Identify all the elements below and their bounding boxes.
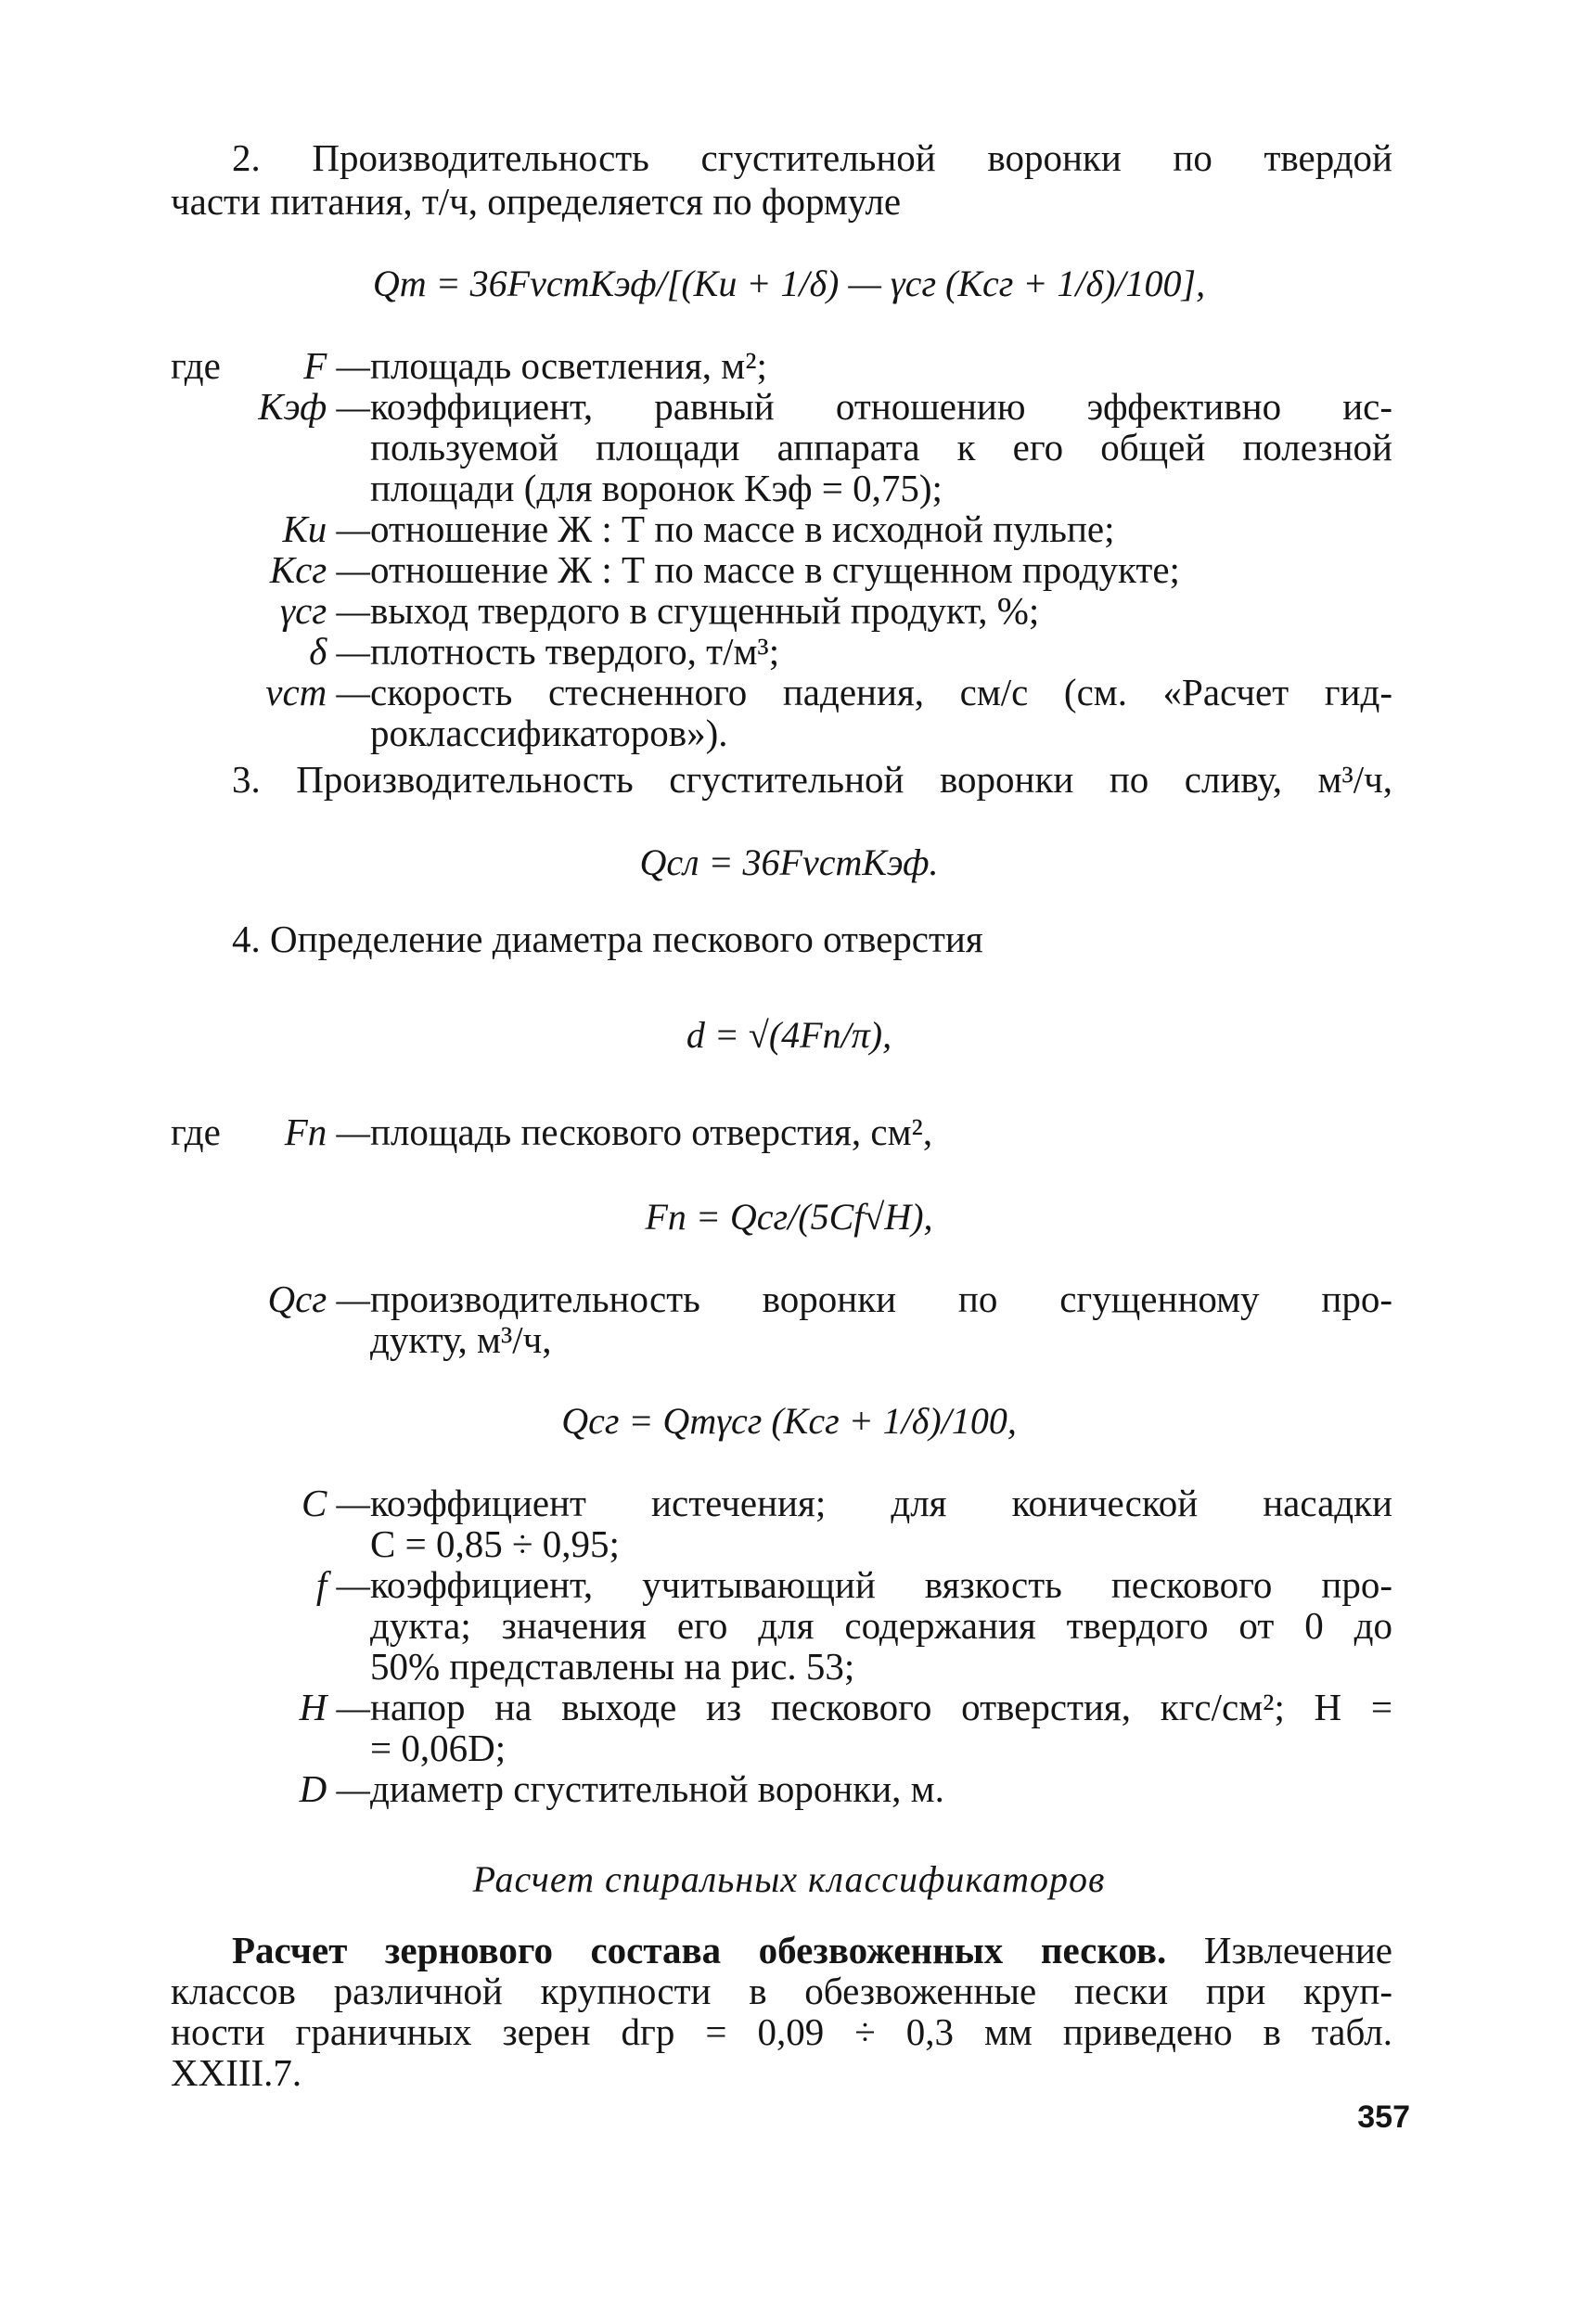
item2-line2: части питания, т/ч, определяется по формуле bbox=[171, 180, 902, 223]
formula-qsg: Qсг = Qтγсг (Kсг + 1/δ)/100, bbox=[561, 1400, 1017, 1442]
section-heading: Расчет спиральных классификаторов bbox=[472, 1858, 1106, 1900]
def-text: коэффициент, равный отношению эффективно ис- bbox=[370, 385, 1392, 428]
def-symbol: Kэф — bbox=[258, 385, 370, 428]
def-symbol: Kи — bbox=[282, 507, 370, 550]
def-text: скорость стесненного падения, см/с (см. «Расчет гид- bbox=[370, 671, 1392, 713]
item2-line1: 2. Производительность сгустительной воронки по твердой bbox=[232, 136, 1392, 179]
def-symbol: Qсг — bbox=[267, 1278, 370, 1320]
def-symbol: H — bbox=[299, 1686, 370, 1728]
item4-line1: 4. Определение диаметра пескового отверстия bbox=[232, 918, 983, 960]
def-symbol: Fп — bbox=[284, 1111, 370, 1153]
def-symbol: vст — bbox=[265, 671, 370, 713]
def-text: площади (для воронок Kэф = 0,75); bbox=[370, 467, 943, 509]
formula-qsl: Qсл = 36FvстKэф. bbox=[639, 841, 939, 883]
final-para-line1: Расчет зернового состава обезвоженных песков. Извлечение bbox=[232, 1929, 1392, 1971]
def-text: плотность твердого, т/м³; bbox=[370, 630, 780, 673]
def-text: 50% представлены на рис. 53; bbox=[370, 1645, 855, 1688]
final-para-line3: ности граничных зерен dгр = 0,09 ÷ 0,3 мм приведено в табл. bbox=[171, 2010, 1392, 2053]
def-text: диаметр сгустительной воронки, м. bbox=[370, 1767, 944, 1810]
def-text: площадь пескового отверстия, см², bbox=[370, 1111, 933, 1153]
def-symbol: F — bbox=[303, 344, 370, 387]
def-text: дукту, м³/ч, bbox=[370, 1318, 552, 1361]
def-symbol: δ — bbox=[309, 630, 370, 673]
formula-d: d = √(4Fп/π), bbox=[686, 1014, 892, 1056]
def-text: напор на выходе из пескового отверстия, кгс/см²; H = bbox=[370, 1686, 1392, 1728]
def-text: производительность воронки по сгущенному про- bbox=[370, 1278, 1392, 1320]
final-para-line2: классов различной крупности в обезвоженные пески при круп- bbox=[171, 1970, 1392, 2012]
def-text: отношение Ж : Т по массе в сгущенном продукте; bbox=[370, 548, 1180, 591]
page-number: 357 bbox=[1357, 2099, 1410, 2135]
def-symbol: D — bbox=[299, 1767, 370, 1810]
def-text: выход твердого в сгущенный продукт, %; bbox=[370, 589, 1040, 632]
def-symbol: f — bbox=[315, 1563, 370, 1606]
def-symbol: γсг — bbox=[279, 589, 370, 632]
def-text: площадь осветления, м²; bbox=[370, 344, 767, 387]
def-text: дукта; значения его для содержания твердого от 0 до bbox=[370, 1604, 1392, 1647]
bold-lead: Расчет зернового состава обезвоженных песков. bbox=[232, 1929, 1167, 1971]
formula-qt: Qт = 36FvстKэф/[(Kи + 1/δ) — γсг (Kсг + 1/δ)/100], bbox=[372, 263, 1206, 304]
def-symbol: C — bbox=[301, 1482, 370, 1524]
def-text: роклассификаторов»). bbox=[370, 712, 728, 754]
where-label-1: где bbox=[171, 344, 221, 387]
where-label-2: где bbox=[171, 1111, 221, 1153]
def-symbol: Kсг — bbox=[269, 548, 370, 591]
formula-fp: Fп = Qсг/(5Cf√H), bbox=[645, 1196, 933, 1238]
def-text: коэффициент, учитывающий вязкость пескового про- bbox=[370, 1563, 1392, 1606]
def-text: C = 0,85 ÷ 0,95; bbox=[370, 1522, 620, 1565]
def-text: коэффициент истечения; для конической насадки bbox=[370, 1482, 1392, 1524]
def-text: пользуемой площади аппарата к его общей полезной bbox=[370, 426, 1392, 469]
def-text: отношение Ж : Т по массе в исходной пульпе; bbox=[370, 507, 1115, 550]
final-para-line4: XXIII.7. bbox=[171, 2051, 302, 2094]
item3-line1: 3. Производительность сгустительной воронки по сливу, м³/ч, bbox=[232, 758, 1392, 801]
def-text: = 0,06D; bbox=[370, 1727, 507, 1769]
